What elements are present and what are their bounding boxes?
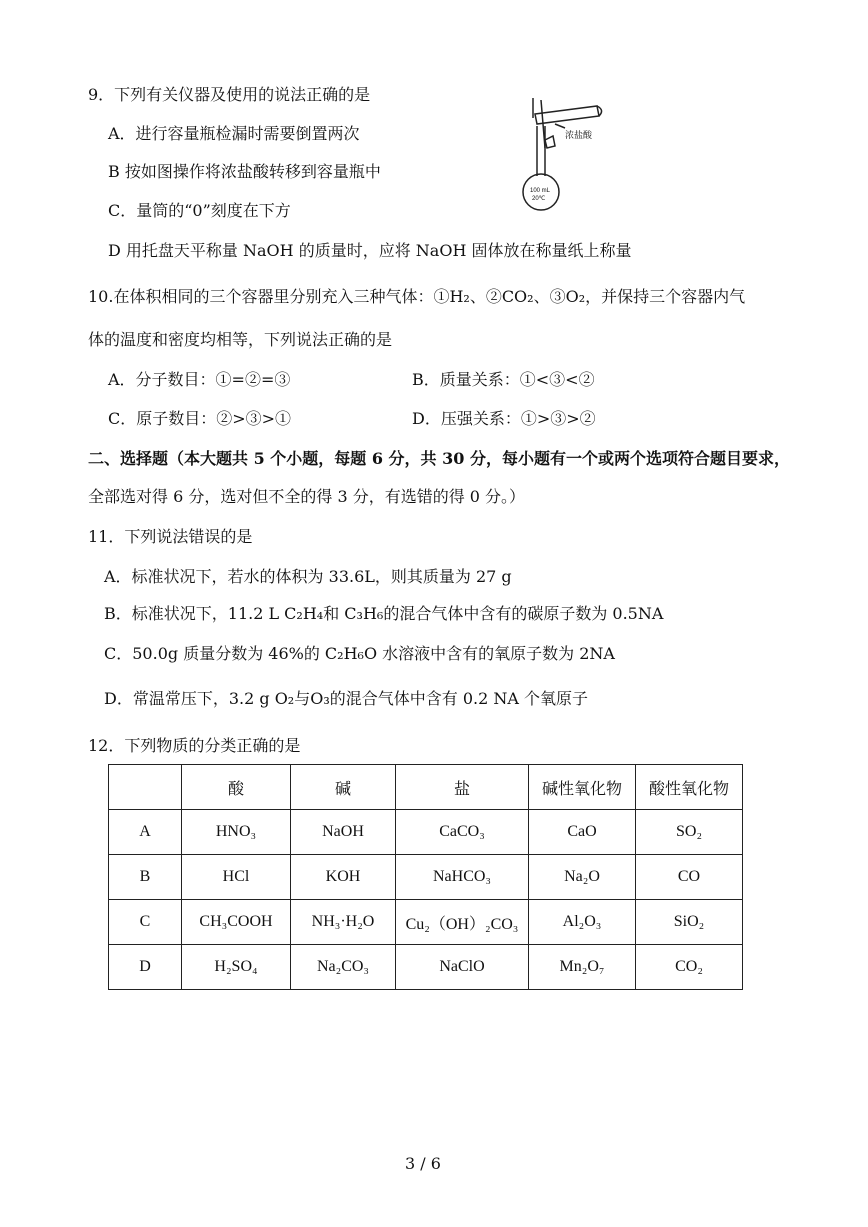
table-header-cell: 盐 bbox=[396, 765, 529, 810]
table-cell: HNO₃ bbox=[182, 810, 291, 855]
q9-option-b: B 按如图操作将浓盐酸转移到容量瓶中 bbox=[108, 162, 381, 181]
flask-temp-label: 20℃ bbox=[532, 196, 546, 202]
q10-option-d: D．压强关系：①>③>② bbox=[412, 409, 596, 428]
q11-option-d: D．常温常压下，3.2 g O₂与O₃的混合气体中含有 0.2 NA 个氧原子 bbox=[104, 689, 589, 708]
question-10-stem-line2: 体的温度和密度均相等，下列说法正确的是 bbox=[88, 330, 393, 349]
table-cell: KOH bbox=[291, 855, 396, 900]
table-header-row bbox=[109, 765, 743, 810]
table-cell: NaHCO₃ bbox=[396, 855, 529, 900]
table-cell: Na₂O bbox=[529, 855, 636, 900]
question-9-stem: 9．下列有关仪器及使用的说法正确的是 bbox=[88, 85, 371, 104]
q9-option-a: A．进行容量瓶检漏时需要倒置两次 bbox=[108, 124, 360, 143]
table-row bbox=[109, 855, 743, 900]
table-cell: Na₂CO₃ bbox=[291, 945, 396, 990]
table-header-cell: 碱性氧化物 bbox=[529, 765, 636, 810]
table-cell: NH₃·H₂O bbox=[291, 900, 396, 945]
q11-option-a: A．标准状况下，若水的体积为 33.6L，则其质量为 27 g bbox=[104, 567, 512, 586]
table-header-cell: 酸性氧化物 bbox=[636, 765, 743, 810]
question-12-stem: 12．下列物质的分类正确的是 bbox=[88, 736, 301, 755]
table-cell: SO₂ bbox=[636, 810, 743, 855]
table-cell: HCl bbox=[182, 855, 291, 900]
section-2-instructions: 全部选对得 6 分，选对但不全的得 3 分，有选错的得 0 分。） bbox=[88, 487, 526, 506]
section-2-heading: 二、选择题（本大题共 5 个小题，每题 6 分，共 30 分，每小题有一个或两个选项符合题目要求， bbox=[88, 449, 790, 468]
flask-volume-label: 100 mL bbox=[530, 188, 551, 194]
table-header-cell bbox=[109, 765, 182, 810]
table-cell: D bbox=[109, 945, 182, 990]
question-11-stem: 11．下列说法错误的是 bbox=[88, 527, 253, 546]
page-number: 3 / 6 bbox=[405, 1154, 441, 1173]
table-cell: H₂SO₄ bbox=[182, 945, 291, 990]
volumetric-flask-figure bbox=[515, 88, 620, 213]
table-row bbox=[109, 900, 743, 945]
q11-option-b: B．标准状况下，11.2 L C₂H₄和 C₃H₆的混合气体中含有的碳原子数为 0.5NA bbox=[104, 604, 664, 623]
q9-option-d: D 用托盘天平称量 NaOH 的质量时，应将 NaOH 固体放在称量纸上称量 bbox=[108, 241, 632, 260]
table-cell: C bbox=[109, 900, 182, 945]
q10-option-c: C．原子数目：②>③>① bbox=[108, 409, 292, 428]
table-cell: SiO₂ bbox=[636, 900, 743, 945]
question-10-stem-line1: 10.在体积相同的三个容器里分别充入三种气体：①H₂、②CO₂、③O₂，并保持三个容器内气 bbox=[88, 287, 746, 306]
q9-option-c: C．量筒的“0”刻度在下方 bbox=[108, 201, 291, 220]
q10-option-b: B．质量关系：①<③<② bbox=[412, 370, 595, 389]
table-row bbox=[109, 810, 743, 855]
table-cell: CaCO₃ bbox=[396, 810, 529, 855]
table-cell: B bbox=[109, 855, 182, 900]
q11-option-c: C．50.0g 质量分数为 46%的 C₂H₆O 水溶液中含有的氧原子数为 2NA bbox=[104, 644, 615, 663]
table-header-cell: 碱 bbox=[291, 765, 396, 810]
table-cell: CaO bbox=[529, 810, 636, 855]
table-cell: Cu₂（OH）₂CO₃ bbox=[396, 900, 529, 945]
classification-table bbox=[108, 764, 743, 990]
table-cell: CO₂ bbox=[636, 945, 743, 990]
table-cell: CH₃COOH bbox=[182, 900, 291, 945]
acid-label: 浓盐酸 bbox=[565, 130, 593, 140]
table-header-cell: 酸 bbox=[182, 765, 291, 810]
table-row bbox=[109, 945, 743, 990]
table-cell: Al₂O₃ bbox=[529, 900, 636, 945]
table-cell: A bbox=[109, 810, 182, 855]
table-cell: NaClO bbox=[396, 945, 529, 990]
q10-option-a: A．分子数目：①=②=③ bbox=[108, 370, 291, 389]
table-cell: Mn₂O₇ bbox=[529, 945, 636, 990]
table-cell: NaOH bbox=[291, 810, 396, 855]
table-cell: CO bbox=[636, 855, 743, 900]
